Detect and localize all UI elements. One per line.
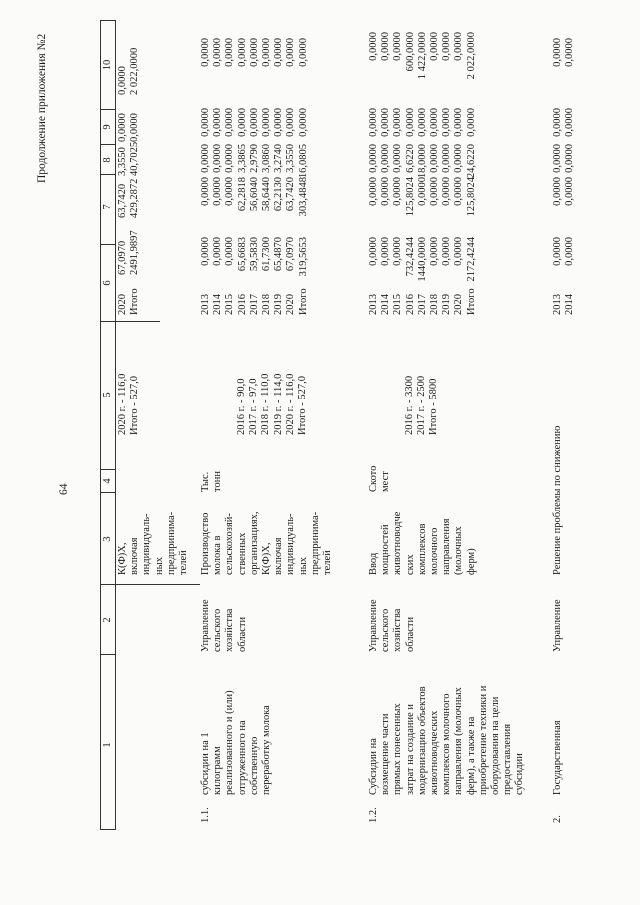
table-top-border xyxy=(100,20,101,830)
carry-regional: 3,3550 40,7025 xyxy=(117,141,141,176)
header-col-5: 5 xyxy=(102,392,113,398)
row-number: 1.2. xyxy=(368,807,379,823)
page-number: 64 xyxy=(58,483,70,495)
row-indicator: Производство молока в сельскохозяй- ственных организациях, К(Ф)Х, включая индивидуаль- ных предпринима- телей xyxy=(200,511,334,575)
row-name: Субсидии на возмещение части прямых понесенных затрат на создание и модернизацию объектов животноводческих комплексов молочного направления (молочных ферм), а также на приобретение техники и оборудования на цели предоставления субсидии xyxy=(368,685,526,795)
row-other: 0,0000 0,0000 0,0000 0,0000 0,0000 0,0000 0,0000 0,0000 0,0000 xyxy=(200,38,309,67)
header-bottom-border xyxy=(115,20,116,830)
header-divider xyxy=(100,174,116,175)
row-total: 0,0000 0,0000 0,0000 65,6683 59,5830 61,7300 65,4870 67,0970 319,5653 xyxy=(200,237,309,277)
row-executor: Управление xyxy=(552,599,563,652)
header-col-6: 6 xyxy=(102,280,113,286)
header-col-8: 8 xyxy=(102,157,113,163)
header-col-10: 10 xyxy=(102,59,113,71)
header-divider xyxy=(100,584,116,585)
row-unit: Тыс. тонн xyxy=(200,471,224,492)
header-col-4: 4 xyxy=(102,478,113,484)
header-col-1: 1 xyxy=(102,742,113,748)
header-divider xyxy=(100,20,116,21)
header-divider xyxy=(100,469,116,470)
row-regional: 0,0000 0,0000 0,0000 6,6220 18,0000 0,0000 0,0000 0,0000 24,6220 xyxy=(368,144,477,179)
carry-years: 2020 Итого xyxy=(117,288,141,315)
header-divider xyxy=(100,321,116,322)
header-col-7: 7 xyxy=(102,204,113,210)
header-divider xyxy=(100,829,116,830)
column-divider xyxy=(115,321,160,322)
row-other: 0,0000 0,0000 0,0000 600,0000 1 422,0000 0,0000 0,0000 0,0000 2 022,0000 xyxy=(368,32,477,80)
row-target-values: 2016 г. - 90,0 2017 г. - 97,0 2018 г. - 110,0 2019 г. - 114,0 2020 г. - 116,0 Итого - 527,0 xyxy=(236,373,309,435)
row-indicator: Решение проблемы по снижению xyxy=(552,425,563,575)
row-years: 2013 2014 2015 2016 2017 2018 2019 2020 Итого xyxy=(200,288,309,315)
row-executor: Управление сельского хозяйства области xyxy=(368,599,416,652)
header-divider xyxy=(100,654,116,655)
row-target-values: 2016 г. - 3300 2017 г. - 2500 Итого - 5800 xyxy=(404,375,440,435)
row-total: 0,0000 0,0000 0,0000 732,4244 1440,0000 0,0000 0,0000 0,0000 2172,4244 xyxy=(368,237,477,282)
carry-federal: 63,7420 429,2872 xyxy=(117,178,141,218)
appendix-title: Продолжение приложения №2 xyxy=(36,33,48,183)
carry-indicator: К(Ф)Х, включая индивидуаль- ных предпринима- телей xyxy=(117,511,190,575)
row-name: Государственная xyxy=(552,720,563,795)
header-divider xyxy=(100,144,116,145)
header-divider xyxy=(100,244,116,245)
row-years: 2013 2014 2015 2016 2017 2018 2019 2020 Итого xyxy=(368,288,477,315)
row-local: 0,0000 0,0000 0,0000 0,0000 0,0000 0,0000 0,0000 0,0000 0,0000 xyxy=(368,108,477,137)
carry-local: 0,0000 0,0000 xyxy=(117,113,141,142)
row-federal: 0,0000 0,0000 0,0000 125,8024 0,0000 0,0000 0,0000 0,0000 125,8024 xyxy=(368,177,477,217)
row-local: 0,0000 0,0000 0,0000 0,0000 0,0000 0,0000 0,0000 0,0000 0,0000 xyxy=(200,108,309,137)
header-col-2: 2 xyxy=(102,617,113,623)
carry-other: 0,0000 2 022,0000 xyxy=(117,47,141,95)
row-executor: Управление сельского хозяйства области xyxy=(200,599,248,652)
column-divider xyxy=(115,584,200,585)
carry-total: 67,0970 2491,9897 xyxy=(117,230,141,275)
row-years: 2013 2014 xyxy=(552,294,576,315)
header-col-3: 3 xyxy=(102,536,113,542)
row-federal: 0,0000 0,0000 xyxy=(552,177,576,206)
row-local: 0,0000 0,0000 xyxy=(552,108,576,137)
row-number: 1.1. xyxy=(200,807,211,823)
row-regional: 0,0000 0,0000 0,0000 3,3865 2,9790 3,0860 3,2740 3,3550 16,0805 xyxy=(200,144,309,179)
header-divider xyxy=(100,492,116,493)
row-total: 0,0000 0,0000 xyxy=(552,237,576,266)
row-unit: Ското мест xyxy=(368,465,392,492)
header-col-9: 9 xyxy=(102,124,113,130)
row-other: 0,0000 0,0000 xyxy=(552,38,576,67)
row-indicator: Ввод мощностей животноводче ских комплексов молочного направления (молочных ферм) xyxy=(368,511,477,575)
row-regional: 0,0000 0,0000 xyxy=(552,144,576,173)
header-divider xyxy=(100,109,116,110)
row-number: 2. xyxy=(552,815,563,823)
carry-values: 2020 г. - 116,0 Итого - 527,0 xyxy=(117,373,141,435)
row-federal: 0,0000 0,0000 0,0000 62,2818 56,6040 58,6440 62,2130 63,7420 303,4848 xyxy=(200,177,309,217)
row-name: субсидии на 1 килограмм реализованного и (или) отгруженного на собственную переработку молока xyxy=(200,690,273,795)
